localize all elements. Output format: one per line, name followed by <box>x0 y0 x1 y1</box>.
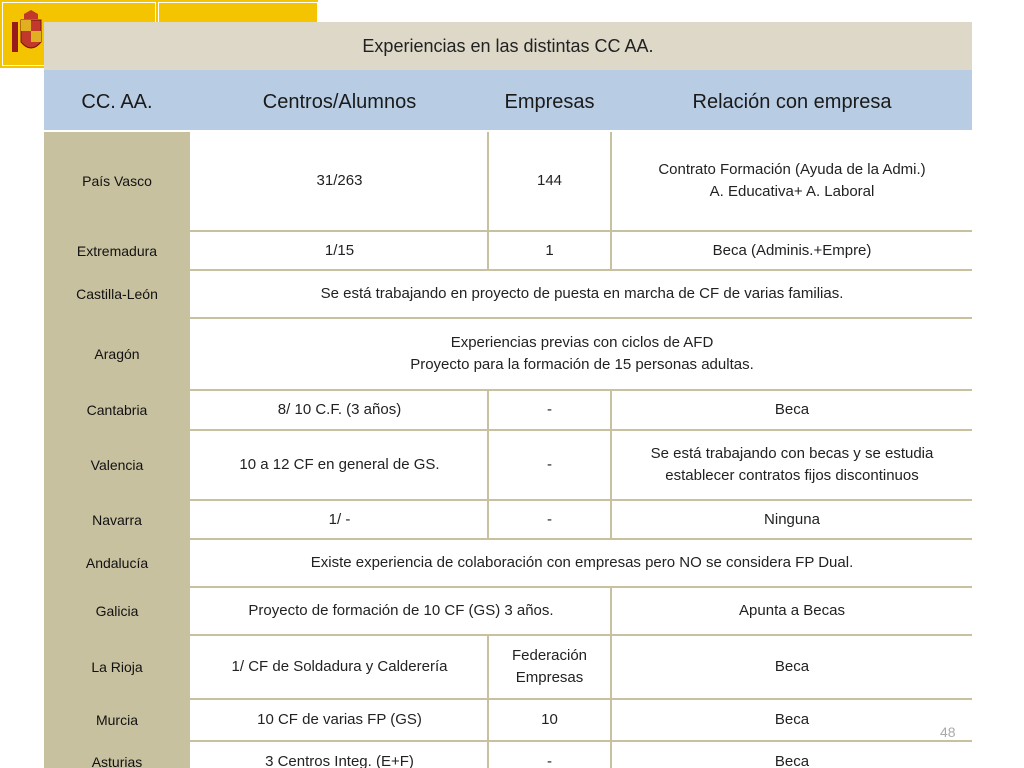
empresas-cell: - <box>547 753 552 768</box>
table-row <box>44 431 972 499</box>
empresas-cell: 10 <box>541 711 558 728</box>
empresas-cell: - <box>547 401 552 418</box>
relacion-line: A. Educativa+ A. Laboral <box>709 183 875 200</box>
table-row <box>44 700 972 740</box>
wide-cell <box>192 319 972 389</box>
header-centros: Centros/Alumnos <box>262 91 417 113</box>
empresas-cell: - <box>547 510 552 528</box>
empresas-line: Federación <box>511 647 588 664</box>
table-row <box>44 501 972 538</box>
centros-cell: 31/263 <box>316 172 363 189</box>
region-label: Valencia <box>44 431 190 499</box>
relacion-line: Contrato Formación (Ayuda de la Admi.) <box>658 161 926 178</box>
relacion-cell <box>612 132 972 230</box>
relacion-cell: Beca <box>774 753 810 768</box>
relacion-cell <box>612 431 972 499</box>
page-title: Experiencias en las distintas CC AA. <box>44 22 972 70</box>
region-label: Galicia <box>44 588 190 634</box>
table-row <box>44 232 972 269</box>
table-row <box>44 319 972 389</box>
centros-cell: 1/15 <box>324 241 355 259</box>
centros-cell: 10 a 12 CF en general de GS. <box>239 456 440 473</box>
table-row <box>44 391 972 429</box>
table-row <box>44 271 972 317</box>
header-relacion: Relación con empresa <box>692 91 892 113</box>
relacion-line: Se está trabajando con becas y se estudia <box>650 445 934 462</box>
centros-cell: 3 Centros Integ. (E+F) <box>265 753 414 768</box>
page-number: 48 <box>940 724 956 740</box>
relacion-cell: Beca <box>774 658 810 675</box>
relacion-cell: Apunta a Becas <box>739 602 845 619</box>
relacion-cell: Beca <box>774 401 810 418</box>
table-row <box>44 588 972 634</box>
region-label: Cantabria <box>44 391 190 429</box>
table-row <box>44 636 972 698</box>
relacion-cell: Ninguna <box>764 510 820 528</box>
centros-cell: 1/ CF de Soldadura y Calderería <box>231 658 448 675</box>
region-label: Asturias <box>44 742 190 768</box>
empresas-cell <box>489 636 610 698</box>
table-row <box>44 132 972 230</box>
wide-cell: Existe experiencia de colaboración con empresas pero NO se considera FP Dual. <box>310 554 854 571</box>
table-header <box>44 70 972 130</box>
region-label: La Rioja <box>44 636 190 698</box>
empresas-line: Empresas <box>515 669 584 686</box>
centros-cell: 1/ - <box>328 510 351 528</box>
relacion-cell: Beca <box>774 711 810 728</box>
empresas-cell: 144 <box>536 172 563 189</box>
region-label: Castilla-León <box>44 271 190 317</box>
merged-cell: Proyecto de formación de 10 CF (GS) 3 años. <box>248 602 554 619</box>
region-label: Aragón <box>44 319 190 389</box>
header-empresas: Empresas <box>504 91 595 113</box>
empresas-cell: - <box>547 456 552 473</box>
region-label: Navarra <box>44 501 190 538</box>
region-label: Extremadura <box>44 232 190 269</box>
empresas-cell: 1 <box>545 241 554 259</box>
region-label: País Vasco <box>44 132 190 230</box>
table-row <box>44 540 972 586</box>
header-ccaa: CC. AA. <box>81 91 153 113</box>
wide-line: Experiencias previas con ciclos de AFD <box>450 334 714 351</box>
region-label: Murcia <box>44 700 190 740</box>
relacion-cell: Beca (Adminis.+Empre) <box>712 241 872 259</box>
centros-cell: 8/ 10 C.F. (3 años) <box>277 401 402 418</box>
table-row <box>44 742 972 768</box>
region-label: Andalucía <box>44 540 190 586</box>
wide-cell: Se está trabajando en proyecto de puesta en marcha de CF de varias familias. <box>320 285 844 302</box>
relacion-line: establecer contratos fijos discontinuos <box>665 467 919 484</box>
centros-cell: 10 CF de varias FP (GS) <box>257 711 422 728</box>
wide-line: Proyecto para la formación de 15 personas adultas. <box>410 356 754 373</box>
